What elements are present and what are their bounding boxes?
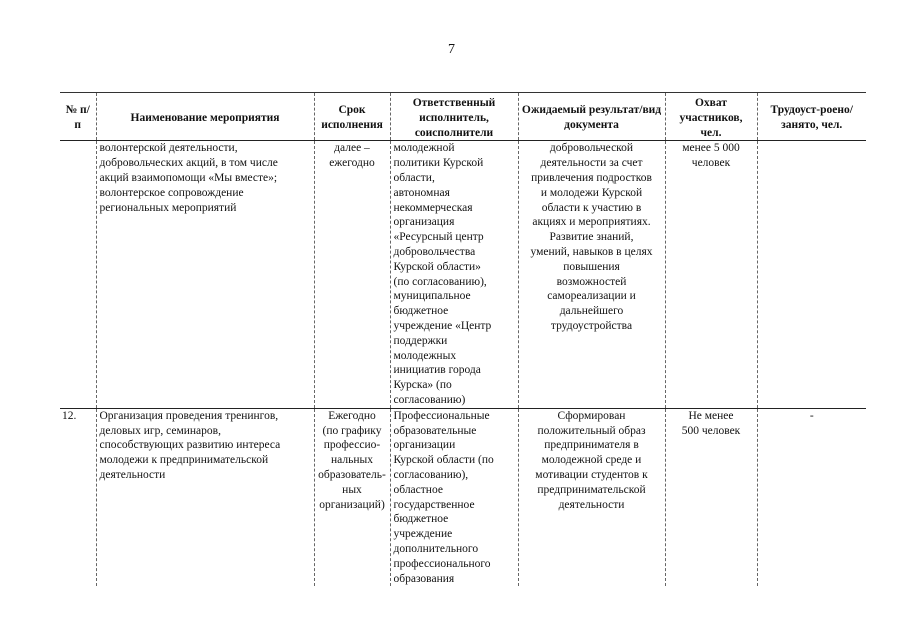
header-coverage: Охват участников, чел. (665, 93, 757, 141)
row-executor: молодежной политики Курской области, автономная некоммерческая организация «Ресурсный центр добровольчества Курской области» (по согласованию), муниципальное бюджетное учреждение «Центр поддержки молодежных инициатив города Курска» (по согласованию) (390, 141, 518, 408)
row-coverage: Не менее 500 человек (665, 408, 757, 586)
header-number: № п/п (60, 93, 96, 141)
row-result: добровольческой деятельности за счет привлечения подростков и молодежи Курской области к участию в акциях и мероприятиях. Развитие знаний, умений, навыков в целях повышения возможностей самореализации и дальнейшего трудоустройства (518, 141, 665, 408)
row-term: далее – ежегодно (314, 141, 390, 408)
row-event-name: Организация проведения тренингов, деловых игр, семинаров, способствующих развитию интереса молодежи к предпринимательской деятельности (96, 408, 314, 586)
table-row (60, 141, 866, 408)
header-term: Срок исполнения (314, 93, 390, 141)
table-row (60, 408, 866, 586)
row-executor: Профессиональные образовательные организации Курской области (по согласованию), областное государственное бюджетное учреждение дополнительного профессионального образования (390, 408, 518, 586)
events-table (60, 92, 866, 586)
row-term: Ежегодно (по графику профессио- нальных образователь- ных организаций) (314, 408, 390, 586)
header-executor: Ответственный исполнитель, соисполнители (390, 93, 518, 141)
row-coverage: менее 5 000 человек (665, 141, 757, 408)
table-header-row (60, 93, 866, 141)
row-number (60, 141, 96, 408)
header-result: Ожидаемый результат/вид документа (518, 93, 665, 141)
row-employed (757, 141, 866, 408)
header-event-name: Наименование мероприятия (96, 93, 314, 141)
header-employed: Трудоуст-роено/занято, чел. (757, 93, 866, 141)
row-number: 12. (60, 408, 96, 586)
row-result: Сформирован положительный образ предпринимателя в молодежной среде и мотивации студентов к предпринимательской деятельности (518, 408, 665, 586)
page-number: 7 (448, 42, 455, 57)
row-employed: - (757, 408, 866, 586)
row-event-name: волонтерской деятельности, добровольческих акций, в том числе акций взаимопомощи «Мы вместе»; волонтерское сопровождение региональных мероприятий (96, 141, 314, 408)
